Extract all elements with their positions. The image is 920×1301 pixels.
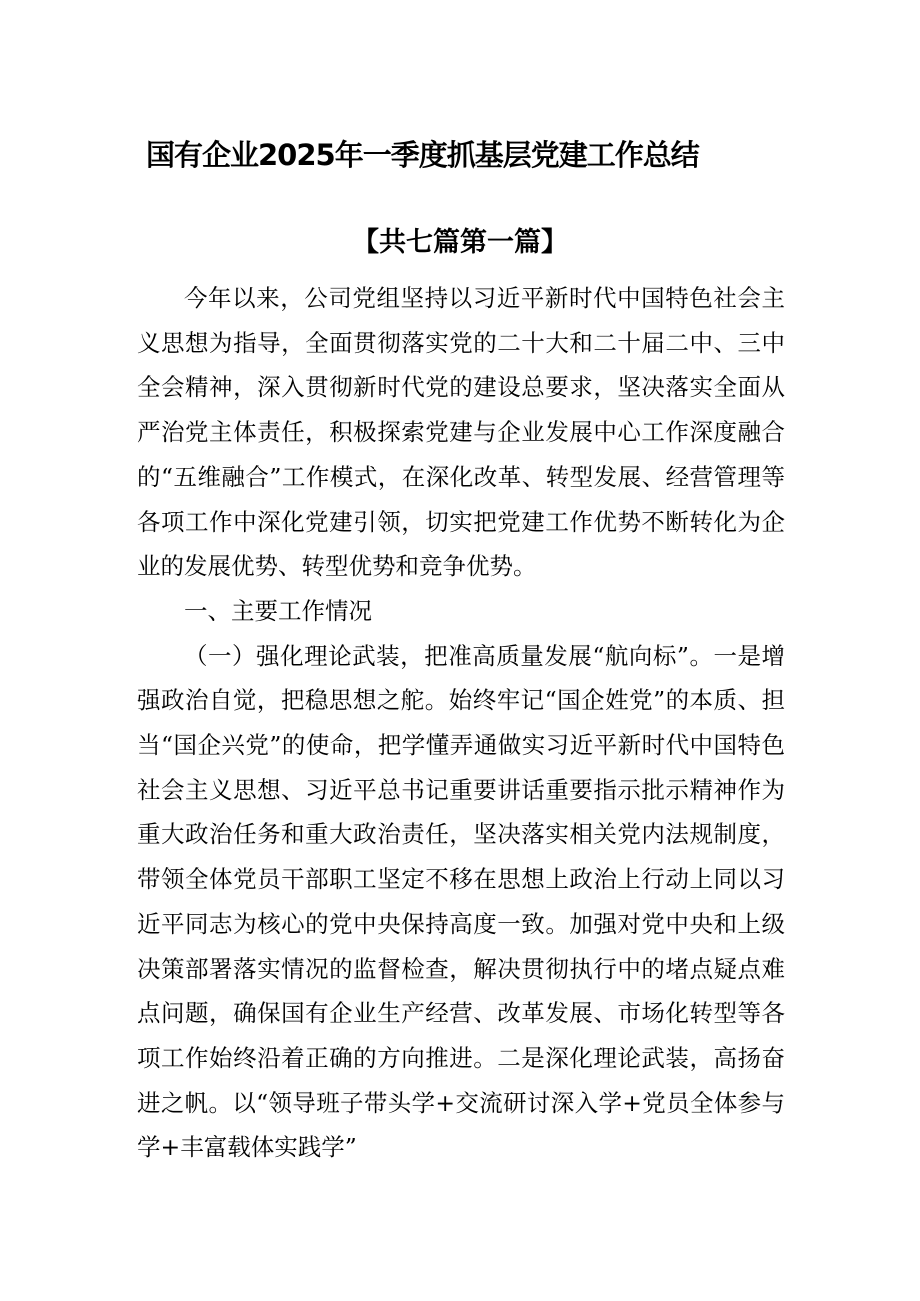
body-paragraph: （一）强化理论武装，把准高质量发展“航向标”。一是增强政治自觉，把稳思想之舵。始终牢记“国企姓党”的本质、担当“国企兴党”的使命，把学懂弄通做实习近平新时代中国特色社会主义思想、习近平总书记重要讲话重要指示批示精神作为重大政治任务和重大政治责任，坚决落实相关党内法规制度，带领全体党员干部职工坚定不移在思想上政治上行动上同以习近平同志为核心的党中央保持高度一致。加强对党中央和上级决策部署落实情况的监督检查，解决贯彻执行中的堵点疑点难点问题，确保国有企业生产经营、改革发展、市场化转型等各项工作始终沿着正确的方向推进。二是深化理论武装，高扬奋进之帆。以“领导班子带头学+交流研讨深入学+党员全体参与学+丰富载体实践学”: [137, 641, 785, 1162]
section-heading: 一、主要工作情况: [184, 596, 372, 625]
intro-paragraph: 今年以来，公司党组坚持以习近平新时代中国特色社会主义思想为指导，全面贯彻落实党的二十大和二十届二中、三中全会精神，深入贯彻新时代党的建设总要求，坚决落实全面从严治党主体责任，积极探索党建与企业发展中心工作深度融合的“五维融合”工作模式，在深化改革、转型发展、经营管理等各项工作中深化党建引领，切实把党建工作优势不断转化为企业的发展优势、转型优势和竞争优势。: [137, 284, 785, 581]
document-title: 国有企业2025年一季度抓基层党建工作总结: [146, 138, 699, 172]
document-subtitle: 【共七篇第一篇】: [352, 227, 568, 258]
document-body: [137, 276, 785, 1170]
